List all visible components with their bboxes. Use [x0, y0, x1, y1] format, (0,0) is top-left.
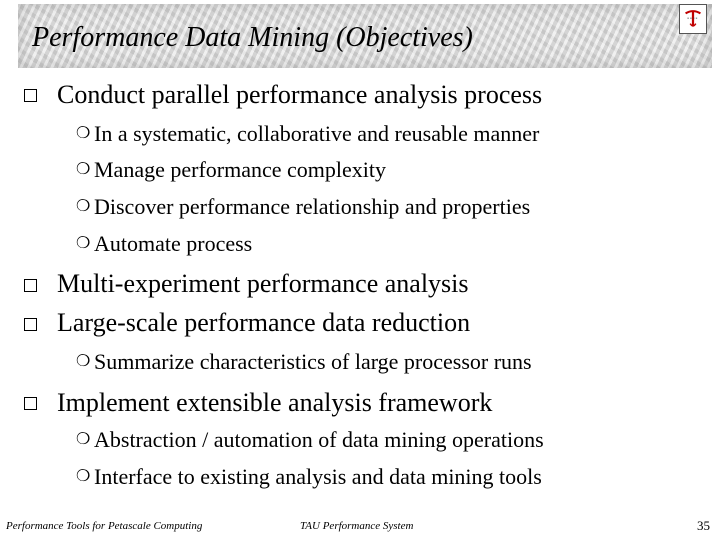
bullet-circle-icon: ❍: [76, 125, 91, 142]
footer-left: Performance Tools for Petascale Computing: [6, 520, 203, 532]
bullet-square-icon: [24, 397, 37, 410]
footer-center: TAU Performance System: [300, 520, 414, 532]
bullet-item: Implement extensible analysis framework: [57, 388, 493, 417]
bullet-item: Conduct parallel performance analysis process: [57, 80, 543, 109]
sub-bullet-item: Interface to existing analysis and data mining tools: [94, 464, 542, 489]
sub-bullet-item: Automate process: [94, 231, 253, 256]
sub-bullet-item: Abstraction / automation of data mining operations: [94, 427, 544, 452]
bullet-item: Large-scale performance data reduction: [57, 308, 471, 337]
bullet-circle-icon: ❍: [76, 198, 91, 215]
bullet-circle-icon: ❍: [76, 353, 91, 370]
bullet-circle-icon: ❍: [76, 431, 91, 448]
slide-title: Performance Data Mining (Objectives): [32, 22, 473, 53]
bullet-square-icon: [24, 318, 37, 331]
sub-bullet-item: Summarize characteristics of large processor runs: [94, 349, 532, 374]
bullet-item: Multi-experiment performance analysis: [57, 269, 469, 298]
bullet-circle-icon: ❍: [76, 161, 91, 178]
sub-bullet-item: In a systematic, collaborative and reusable manner: [94, 121, 540, 146]
bullet-square-icon: [24, 89, 37, 102]
sub-bullet-item: Manage performance complexity: [94, 157, 386, 182]
tau-logo-icon: [679, 4, 707, 34]
page-number: 35: [697, 518, 710, 533]
sub-bullet-item: Discover performance relationship and properties: [94, 194, 531, 219]
bullet-circle-icon: ❍: [76, 468, 91, 485]
bullet-circle-icon: ❍: [76, 235, 91, 252]
bullet-square-icon: [24, 279, 37, 292]
